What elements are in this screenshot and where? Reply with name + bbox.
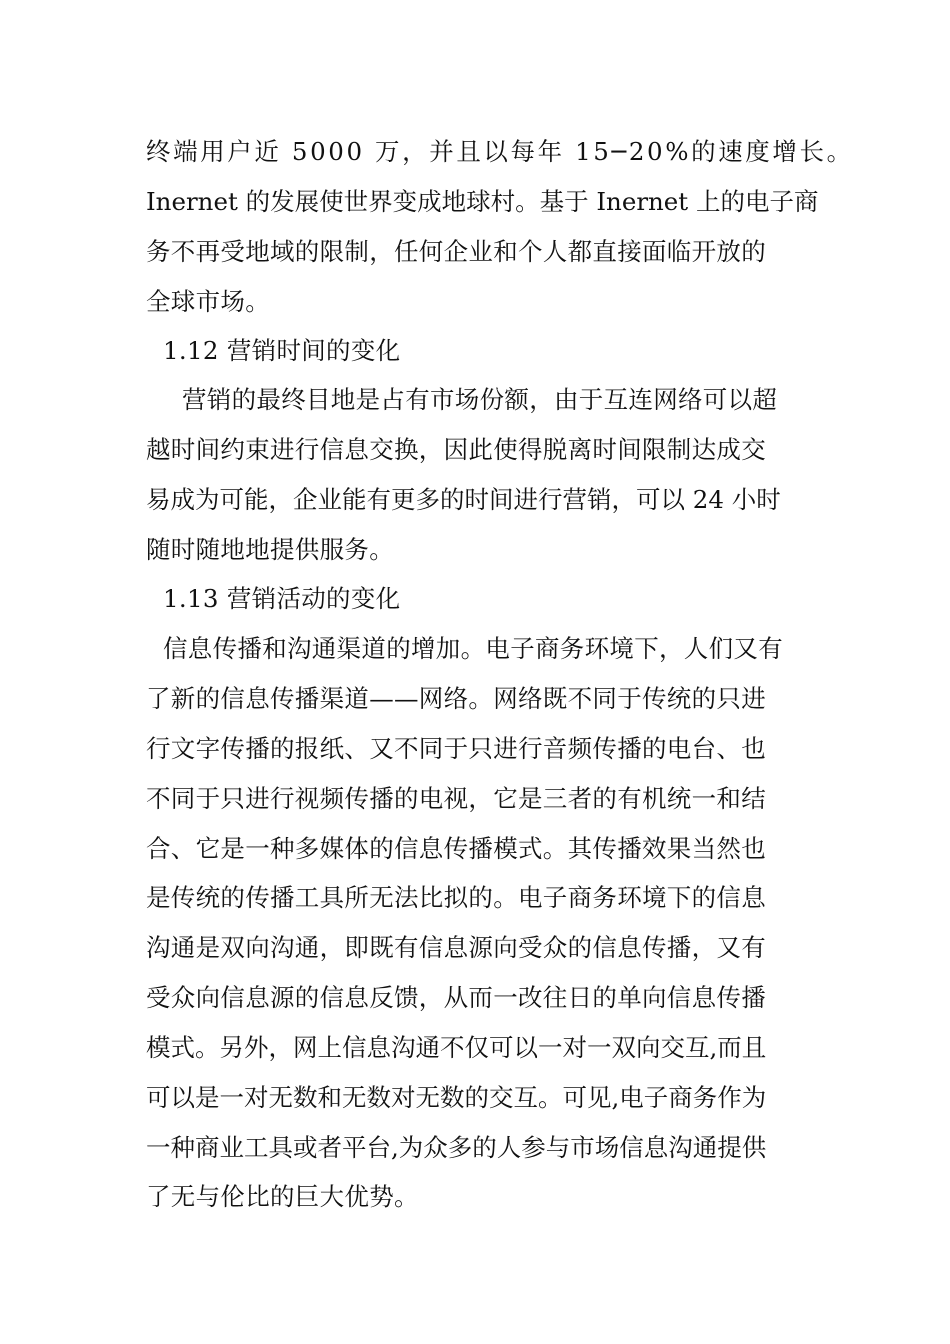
paragraph-line: 了新的信息传播渠道——网络。网络既不同于传统的只进	[146, 684, 766, 713]
paragraph-line: 可以是一对无数和无数对无数的交互。可见,电子商务作为	[146, 1083, 767, 1112]
paragraph-line: 随时随地地提供服务。	[146, 535, 394, 564]
paragraph-line: 越时间约束进行信息交换，因此使得脱离时间限制达成交	[146, 435, 766, 464]
paragraph-line: 不同于只进行视频传播的电视，它是三者的有机统一和结	[146, 784, 766, 813]
paragraph-line: 沟通是双向沟通，即既有信息源向受众的信息传播，又有	[146, 933, 766, 962]
paragraph-line: 务不再受地域的限制，任何企业和个人都直接面临开放的	[146, 237, 766, 266]
paragraph-line: 受众向信息源的信息反馈，从而一改往日的单向信息传播	[146, 983, 766, 1012]
paragraph-line: 营销的最终目地是占有市场份额，由于互连网络可以超	[182, 385, 778, 414]
paragraph-line: 了无与伦比的巨大优势。	[146, 1182, 419, 1211]
section-heading-1-12: 1.12 营销时间的变化	[163, 336, 401, 365]
paragraph-line: 一种商业工具或者平台,为众多的人参与市场信息沟通提供	[146, 1133, 767, 1162]
paragraph-line: 信息传播和沟通渠道的增加。电子商务环境下，人们又有	[163, 634, 783, 663]
paragraph-line: 全球市场。	[146, 287, 270, 316]
paragraph-line: 合、它是一种多媒体的信息传播模式。其传播效果当然也	[146, 834, 766, 863]
paragraph-line: Inernet 的发展使世界变成地球村。基于 Inernet 上的电子商	[146, 187, 819, 216]
paragraph-line: 终端用户近 5000 万，并且以每年 15─20%的速度增长。	[146, 137, 854, 166]
paragraph-line: 行文字传播的报纸、又不同于只进行音频传播的电台、也	[146, 734, 766, 763]
paragraph-line: 易成为可能，企业能有更多的时间进行营销，可以 24 小时	[146, 485, 781, 514]
paragraph-line: 是传统的传播工具所无法比拟的。电子商务环境下的信息	[146, 883, 766, 912]
paragraph-line: 模式。另外，网上信息沟通不仅可以一对一双向交互,而且	[146, 1033, 767, 1062]
section-heading-1-13: 1.13 营销活动的变化	[163, 584, 401, 613]
